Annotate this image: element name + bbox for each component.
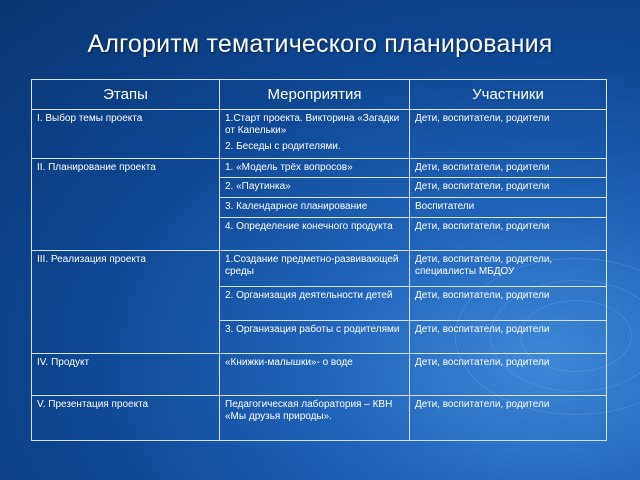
table-row — [32, 110, 607, 159]
participants-cell: Дети, воспитатели, родители — [410, 396, 607, 441]
planning-table — [31, 79, 607, 441]
events-cell — [220, 251, 410, 287]
event-text: 4. Определение конечного продукта — [225, 220, 393, 232]
participants-cell: Дети, воспитатели, родители — [410, 287, 607, 320]
table-header-row — [32, 80, 607, 110]
events-cell — [220, 287, 410, 320]
event-text: 3. Календарное планирование — [225, 201, 368, 213]
events-cell — [220, 178, 410, 198]
participants-cell: Дети, воспитатели, родители — [410, 110, 607, 159]
table-row — [32, 158, 607, 178]
participants-cell: Дети, воспитатели, родители, специалисты МБДОУ — [410, 251, 607, 287]
event-text: 3. Организация работы с родителями — [225, 323, 400, 335]
events-cell — [220, 320, 410, 353]
slide-title: Алгоритм тематического планирования — [87, 30, 553, 58]
events-cell — [220, 217, 410, 250]
event-text: 2. Организация деятельности детей — [225, 290, 393, 302]
participants-cell: Дети, воспитатели, родители — [410, 158, 607, 178]
events-cell — [220, 198, 410, 218]
event-text: 1.Создание предметно-развивающей среды — [225, 254, 399, 278]
events-cell — [220, 110, 410, 159]
stage-cell: V. Презентация проекта — [32, 396, 220, 441]
events-cell — [220, 396, 410, 441]
events-cell — [220, 158, 410, 178]
table-body — [32, 110, 607, 441]
table-row — [32, 251, 607, 287]
event-text: 2. Беседы с родителями. — [225, 141, 341, 152]
table-row — [32, 396, 607, 441]
stage-cell: II. Планирование проекта — [32, 158, 220, 250]
participants-cell: Дети, воспитатели, родители — [410, 353, 607, 396]
participants-cell: Дети, воспитатели, родители — [410, 217, 607, 250]
table-row — [32, 353, 607, 396]
stage-cell: I. Выбор темы проекта — [32, 110, 220, 159]
participants-cell: Дети, воспитатели, родители — [410, 178, 607, 198]
event-text: Педагогическая лаборатория – КВН «Мы друзья природы». — [225, 399, 393, 423]
event-text: 2. «Паутинка» — [225, 181, 291, 193]
participants-cell: Дети, воспитатели, родители — [410, 320, 607, 353]
header-stages: Этапы — [32, 80, 220, 110]
stage-cell: IV. Продукт — [32, 353, 220, 396]
stage-cell: III. Реализация проекта — [32, 251, 220, 354]
event-text: «Книжки-малышки»- о воде — [225, 356, 353, 368]
participants-cell: Воспитатели — [410, 198, 607, 218]
event-text: 1. «Модель трёх вопросов» — [225, 161, 353, 173]
events-cell — [220, 353, 410, 396]
event-text: 1.Старт проекта. Викторина «Загадки от Капельки» — [225, 113, 400, 136]
header-participants: Участники — [410, 80, 607, 110]
header-events: Мероприятия — [220, 80, 410, 110]
